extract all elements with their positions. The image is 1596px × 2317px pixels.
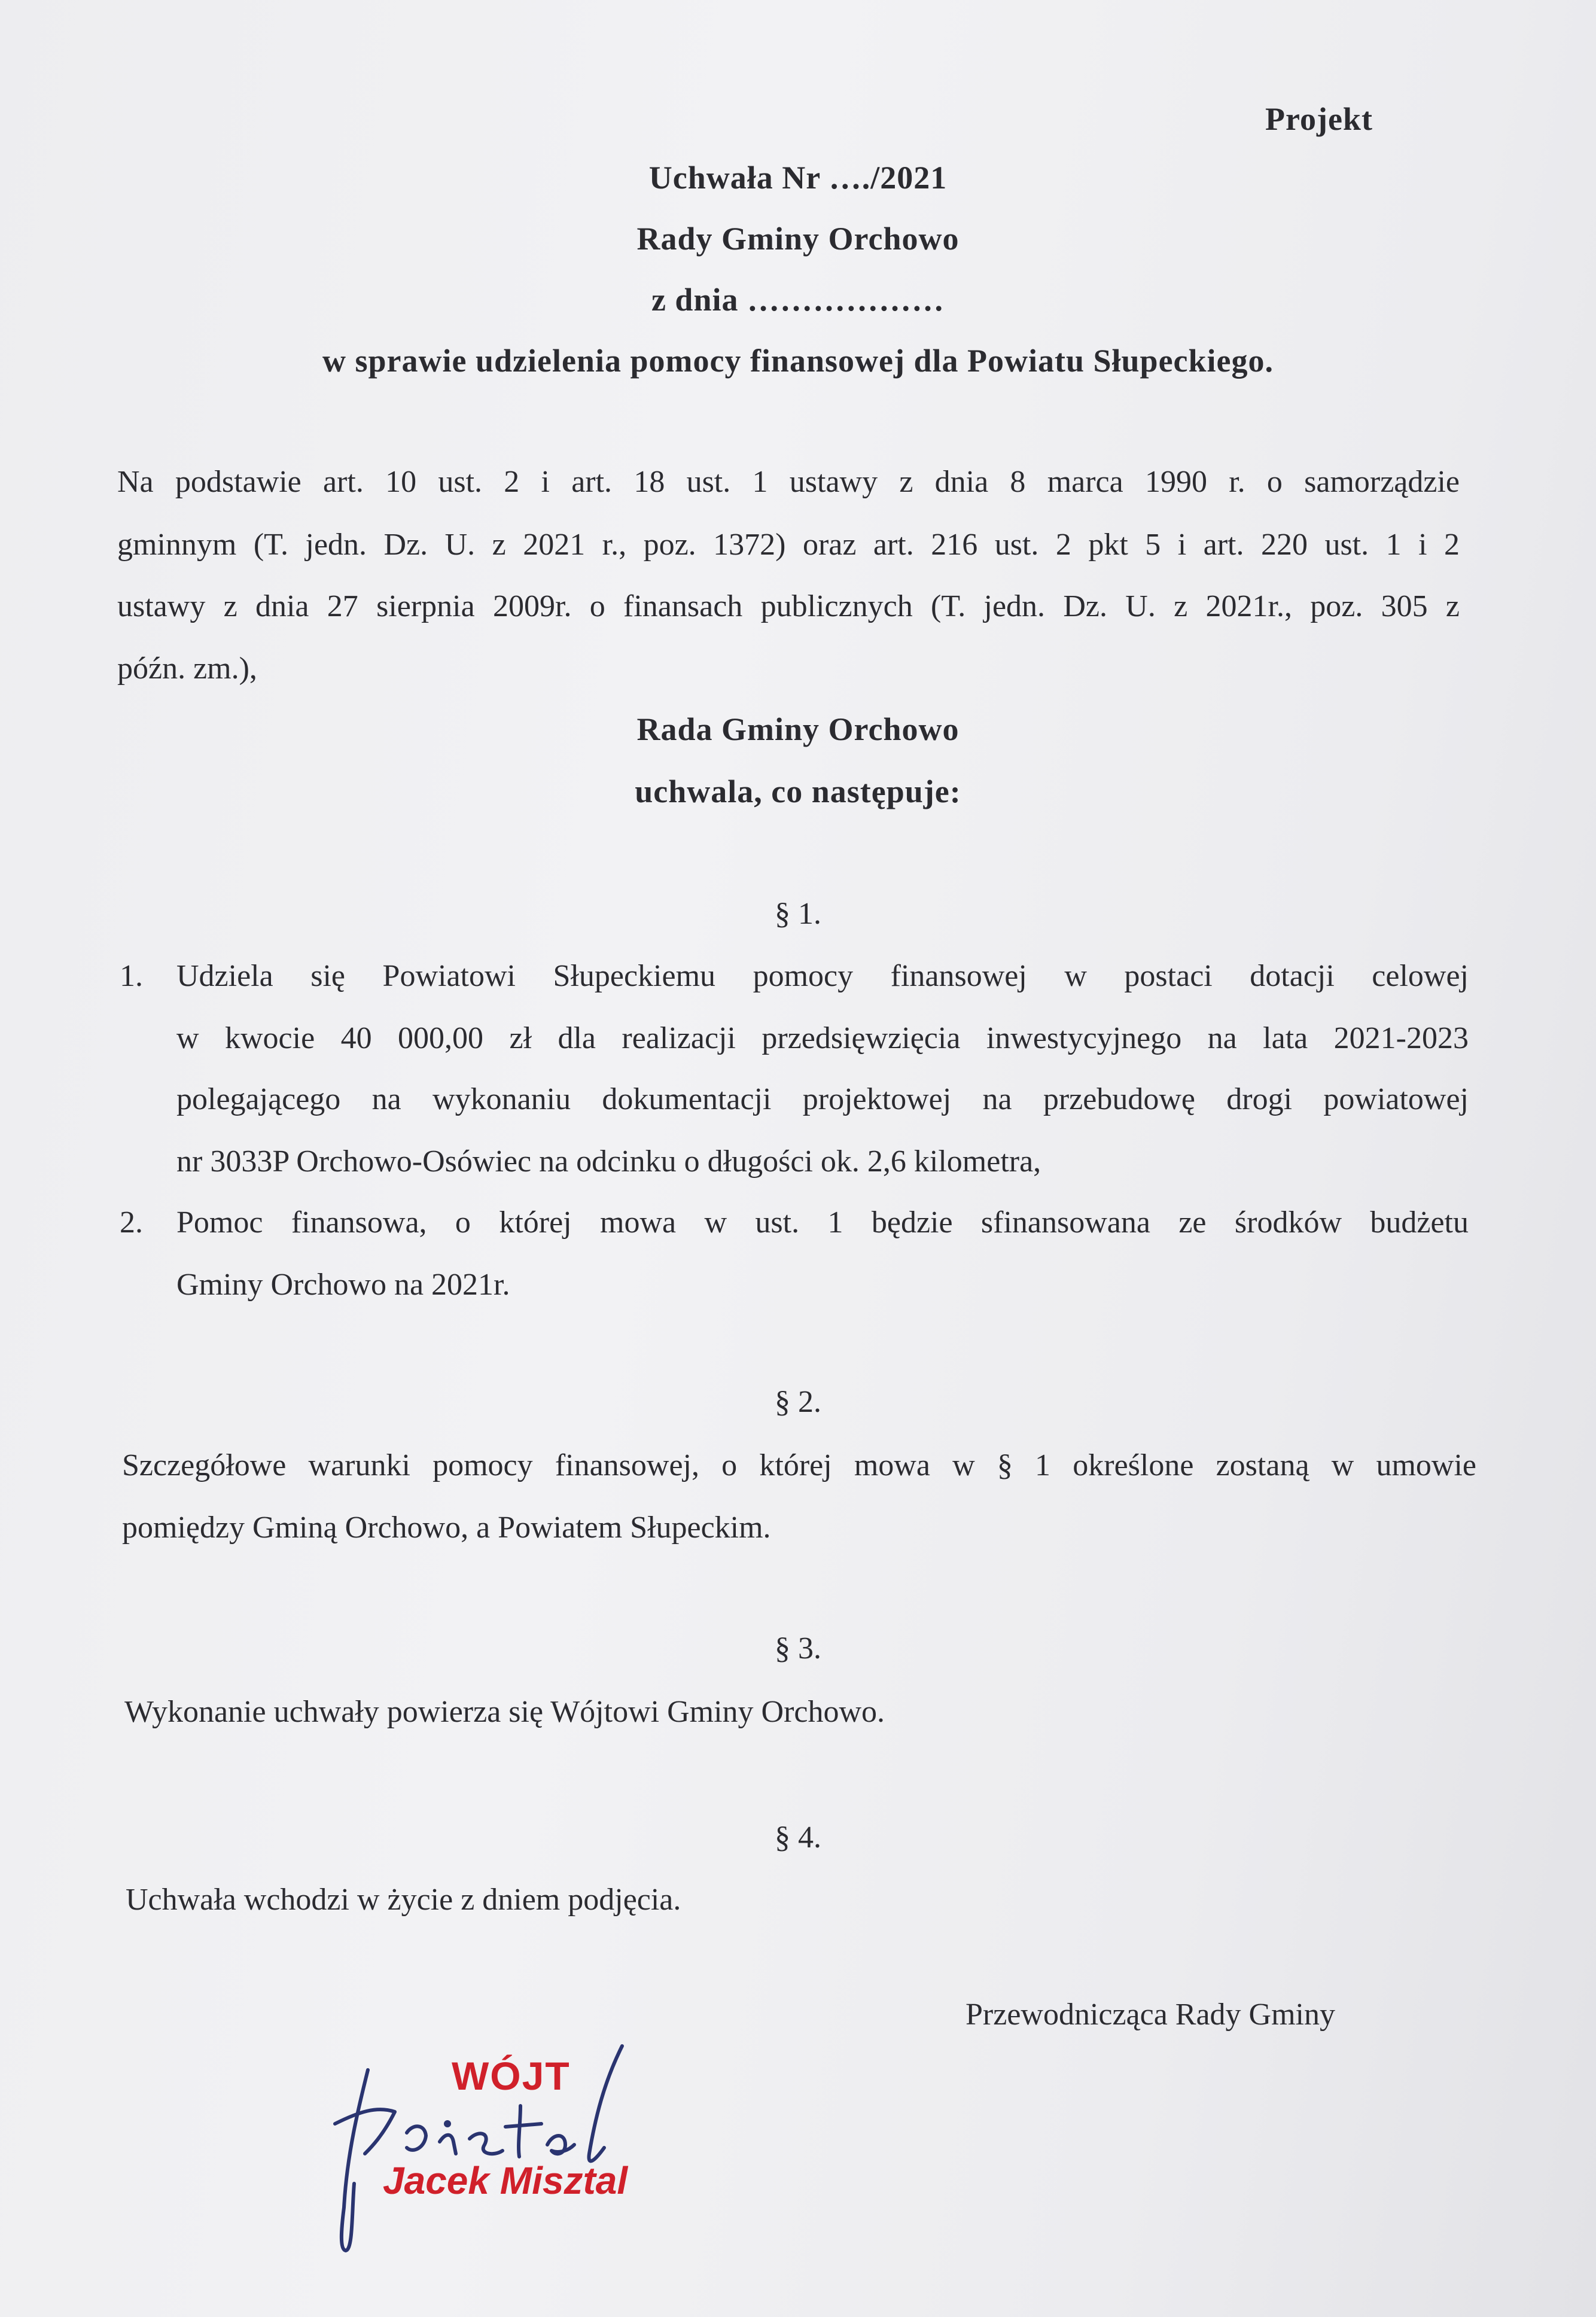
issuer-name: Rady Gminy Orchowo: [636, 221, 960, 257]
mayor-signature-stamp: [323, 2034, 694, 2273]
section-text-line: pomiędzy Gminą Orchowo, a Powiatem Słupeckim.: [122, 1511, 771, 1545]
handwritten-signature: [323, 2034, 694, 2273]
list-item-line: w kwocie 40 000,00 zł dla realizacji przedsięwzięcia inwestycyjnego na lata 2021-2023: [176, 1021, 1469, 1055]
chair-signature-label: Przewodnicząca Rady Gminy: [965, 1998, 1336, 2032]
stamp-name: Jacek Misztal: [383, 2159, 628, 2202]
section-heading: § 2.: [775, 1385, 821, 1419]
project-label: Projekt: [1265, 101, 1373, 137]
preamble-line: Na podstawie art. 10 ust. 2 i art. 18 ust. 1 ustawy z dnia 8 marca 1990 r. o samorządzie: [117, 465, 1460, 499]
list-item-line: polegającego na wykonaniu dokumentacji projektowej na przebudowę drogi powiatowej: [176, 1082, 1469, 1116]
resolution-title: Uchwała Nr …./2021: [648, 160, 948, 196]
section-text-line: Wykonanie uchwały powierza się Wójtowi Gminy Orchowo.: [124, 1695, 885, 1729]
council-name: Rada Gminy Orchowo: [636, 711, 960, 747]
preamble-line: ustawy z dnia 27 sierpnia 2009r. o finansach publicznych (T. jedn. Dz. U. z 2021r., poz. 305 z: [117, 589, 1460, 623]
preamble-line: gminnym (T. jedn. Dz. U. z 2021 r., poz. 1372) oraz art. 216 ust. 2 pkt 5 i art. 220 ust. 1 i 2: [117, 528, 1460, 562]
resolves-phrase: uchwala, co następuje:: [635, 774, 961, 809]
section-text-line: Uchwała wchodzi w życie z dniem podjęcia.: [126, 1883, 681, 1917]
date-line: z dnia ………………: [651, 282, 945, 318]
list-item-number: 1.: [120, 959, 143, 993]
section-heading: § 4.: [775, 1820, 821, 1855]
preamble-line: późn. zm.),: [117, 651, 257, 686]
list-item-line: nr 3033P Orchowo-Osówiec na odcinku o długości ok. 2,6 kilometra,: [176, 1144, 1041, 1179]
section-heading: § 3.: [775, 1631, 821, 1666]
resolution-subject: w sprawie udzielenia pomocy finansowej dla Powiatu Słupeckiego.: [322, 343, 1274, 379]
list-item-line: Gminy Orchowo na 2021r.: [176, 1268, 510, 1302]
list-item-number: 2.: [120, 1205, 143, 1240]
section-text-line: Szczegółowe warunki pomocy finansowej, o której mowa w § 1 określone zostaną w umowie: [122, 1448, 1476, 1482]
section-heading: § 1.: [775, 897, 821, 931]
list-item-line: Pomoc finansowa, o której mowa w ust. 1 będzie sfinansowana ze środków budżetu: [176, 1205, 1469, 1240]
stamp-title: WÓJT: [452, 2054, 571, 2098]
list-item-line: Udziela się Powiatowi Słupeckiemu pomocy finansowej w postaci dotacji celowej: [176, 959, 1469, 993]
